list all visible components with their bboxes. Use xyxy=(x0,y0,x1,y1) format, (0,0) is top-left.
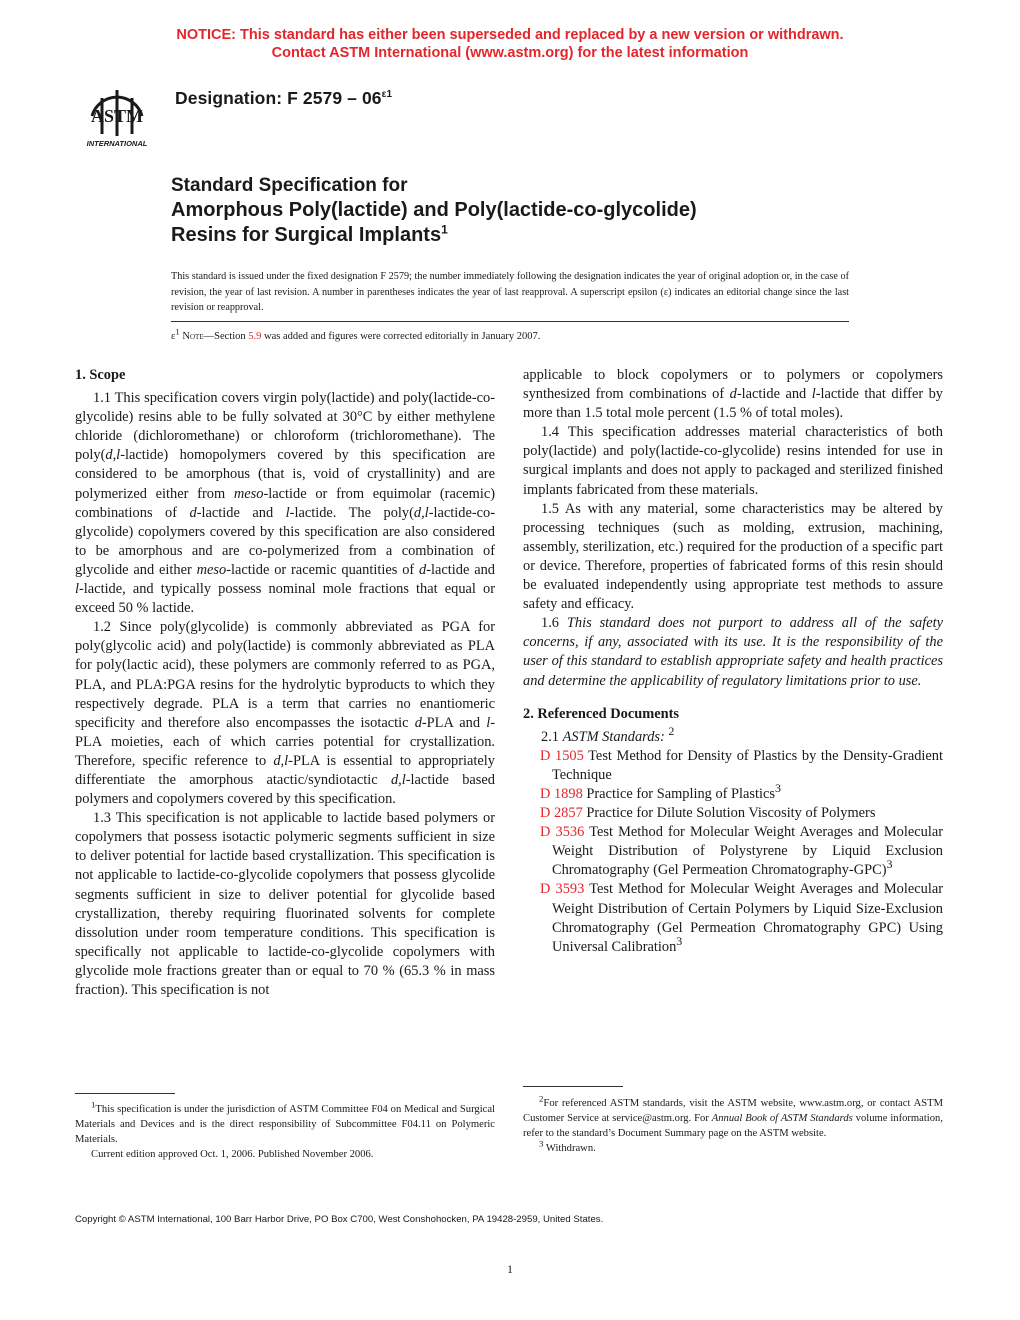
section-2-heading: 2. Referenced Documents xyxy=(523,705,679,722)
logo-subtext: INTERNATIONAL xyxy=(86,139,148,148)
reference-link[interactable]: D 1898 xyxy=(540,785,583,802)
astm-logo xyxy=(72,78,162,148)
paragraph-1-4: 1.4 This specification addresses material characteristics of both poly(lactide) and poly(lactide-co-glycolide) resins intended for use in surgical implants and does not apply to packaged and sterilized finished implants fabricated from these materials. xyxy=(523,424,943,498)
title-line-1: Standard Specification for xyxy=(171,175,408,196)
paragraph-1-3-continued: applicable to block copolymers or to polymers or copolymers synthesized from combinations of d-lactide and l-lactide that differ by more than 1.5 total mole percent (1.5 % of total moles). xyxy=(523,367,943,422)
note-label: Note xyxy=(182,331,204,342)
footnote-2: $^2$For referenced ASTM standards, visit the ASTM website, www.astm.org, or contact ASTM Customer Service at service@astm.org. For Annual Book of ASTM Standards volume information, refer to the standard’s Document Summary page on the ASTM website. xyxy=(523,1093,943,1139)
footnote-1: $^1$This specification is under the jurisdiction of ASTM Committee F04 on Medical and Surgical Materials and Devices and is the direct responsibility of Subcommittee F04.11 on Polymeric Materials. xyxy=(75,1099,495,1145)
reference-link[interactable]: D 2857 xyxy=(540,805,583,822)
reference-item: D 2857 Practice for Dilute Solution Viscosity of Polymers xyxy=(540,805,876,822)
title-footnote-ref[interactable]: 1 xyxy=(441,222,448,237)
section-1-heading: 1. Scope xyxy=(75,367,126,383)
copyright: Copyright © ASTM International, 100 Barr Harbor Drive, PO Box C700, West Conshohocken, PA 19428-2959, United States. xyxy=(75,1214,604,1225)
paragraph-1-6: 1.6 This standard does not purport to address all of the safety concerns, if any, associated with its use. It is the responsibility of the user of this standard to establish appropriate safety and health practices and determine the applicability of regulatory limitations prior to use. xyxy=(523,615,943,689)
note-epsilon: ε xyxy=(171,331,176,342)
right-column xyxy=(523,366,943,957)
footnote-divider-right xyxy=(523,1086,623,1087)
page-number: 1 xyxy=(507,1262,513,1276)
logo-text: ASTM xyxy=(90,106,144,126)
note-text-after: was added and figures were corrected editorially in January 2007. xyxy=(261,331,541,342)
footnotes-left xyxy=(75,1099,495,1162)
designation xyxy=(175,88,392,109)
reference-item: D 1898 Practice for Sampling of Plastics$^3$ xyxy=(540,781,782,802)
document-title xyxy=(171,174,871,248)
note-epsilon-sup: 1 xyxy=(175,326,180,337)
reference-item: D 3536 Test Method for Molecular Weight Averages and Molecular Weight Distribution of Polystyrene by Liquid Exclusion Chromatography (Gel Permeation Chromatography-GPC)$^3$ xyxy=(540,824,943,879)
paragraph-1-5: 1.5 As with any material, some characteristics may be altered by processing techniques (such as molding, extrusion, machining, assembly, sterilization, etc.) required for the production of a specific part or device. Therefore, properties of fabricated forms of this resin should be evaluated independently using appropriate test methods to assure safety and efficacy. xyxy=(523,500,943,613)
divider xyxy=(171,321,849,322)
footnotes-right xyxy=(523,1093,943,1156)
section-link-5-9[interactable]: 5.9 xyxy=(248,331,262,342)
subsection-2-1: 2.1 ASTM Standards: $^2$ xyxy=(541,723,675,745)
reference-link[interactable]: D 3593 xyxy=(540,881,585,898)
paragraph-1-3: 1.3 This specification is not applicable to lactide based polymers or copolymers that possess isotactic polymeric segments sufficient in size to deliver potential for lactide based crystallization. This specification is not applicable to lactide-co-glycolide copolymers that possess glycolide segments sufficient in size to deliver potential for glycolide based crystallization, thereby requiring fluorinated solvents for complete dissolution under room temperature conditions. This specification is specifically not applicable to lactide-co-glycolide copolymers with glycolide mole fractions greater than or equal to 70 % (65.3 % in mass fraction). This specification is not xyxy=(75,810,495,998)
reference-link[interactable]: D 1505 xyxy=(540,747,584,764)
issuance-statement: This standard is issued under the fixed designation F 2579; the number immediately following the designation indicates the year of original adoption or, in the case of revision, the year of last revision. A number in parentheses indicates the year of last reapproval. A superscript epsilon (ε) indicates an editorial change since the last revision or reapproval. xyxy=(171,271,849,313)
left-column xyxy=(75,366,495,1000)
notice-line-1: NOTICE: This standard has either been superseded and replaced by a new version or withdrawn. xyxy=(176,27,844,43)
reference-item: D 3593 Test Method for Molecular Weight Averages and Molecular Weight Distribution of Certain Polymers by Liquid Size-Exclusion Chromatography (Gel Permeation Chromatography GPC) Using Universal Calibration$^3$ xyxy=(540,881,943,955)
reference-list xyxy=(523,747,943,957)
note-text-before: —Section xyxy=(203,331,249,342)
paragraph-1-2: 1.2 Since poly(glycolide) is commonly abbreviated as PGA for poly(glycolic acid) and poly(lactide) is commonly abbreviated as PLA for poly(lactic acid), these polymers are commonly referred to as PGA, PLA, and PLA:PGA resins for the hydrolytic byproducts to which they respectively degrade. PLA is a term that carries no enantiomeric specificity and therefore also encompasses the isotactic d-PLA and l-PLA moieties, each of which carries potential for crystallization. Therefore, specific reference to d,l-PLA is essential to appropriately differentiate the amorphous atactic/syndiotactic d,l-lactide based polymers and copolymers covered by this specification. xyxy=(75,619,495,808)
footnote-3: $^3$ Withdrawn. xyxy=(539,1138,596,1154)
reference-link[interactable]: D 3536 xyxy=(540,824,585,841)
reference-item: D 1505 Test Method for Density of Plastics by the Density-Gradient Technique xyxy=(540,747,943,783)
editorial-note xyxy=(171,326,541,344)
designation-epsilon: ε1 xyxy=(381,89,393,101)
paragraph-1-1: 1.1 This specification covers virgin poly(lactide) and poly(lactide-co-glycolide) resins able to be fully solvated at 30°C by either methylene chloride (dichloromethane) or chloroform (trichloromethane). The poly(d,l-lactide) homopolymers covered by this specification are considered to be amorphous (that is, void of crystallinity) and are polymerized either from meso-lactide or from equimolar (racemic) combinations of d-lactide and l-lactide. The poly(d,l-lactide-co-glycolide) copolymers covered by this specification are also considered to be amorphous and are co-polymerized from a combination of glycolide and either meso-lactide or racemic quantities of d-lactide and l-lactide, and typically possess nominal mole fractions that equal or exceed 50 % lactide. xyxy=(75,390,495,617)
footnote-divider-left xyxy=(75,1093,175,1094)
footnote-1-current-edition: Current edition approved Oct. 1, 2006. Published November 2006. xyxy=(91,1149,374,1160)
notice-line-2: Contact ASTM International (www.astm.org) for the latest information xyxy=(271,45,749,61)
title-line-2: Amorphous Poly(lactide) and Poly(lactide-co-glycolide) xyxy=(171,199,697,221)
designation-label: Designation: F 2579 – 06 xyxy=(175,88,382,108)
title-line-3: Resins for Surgical Implants xyxy=(171,224,442,246)
notice-banner xyxy=(0,26,1020,62)
